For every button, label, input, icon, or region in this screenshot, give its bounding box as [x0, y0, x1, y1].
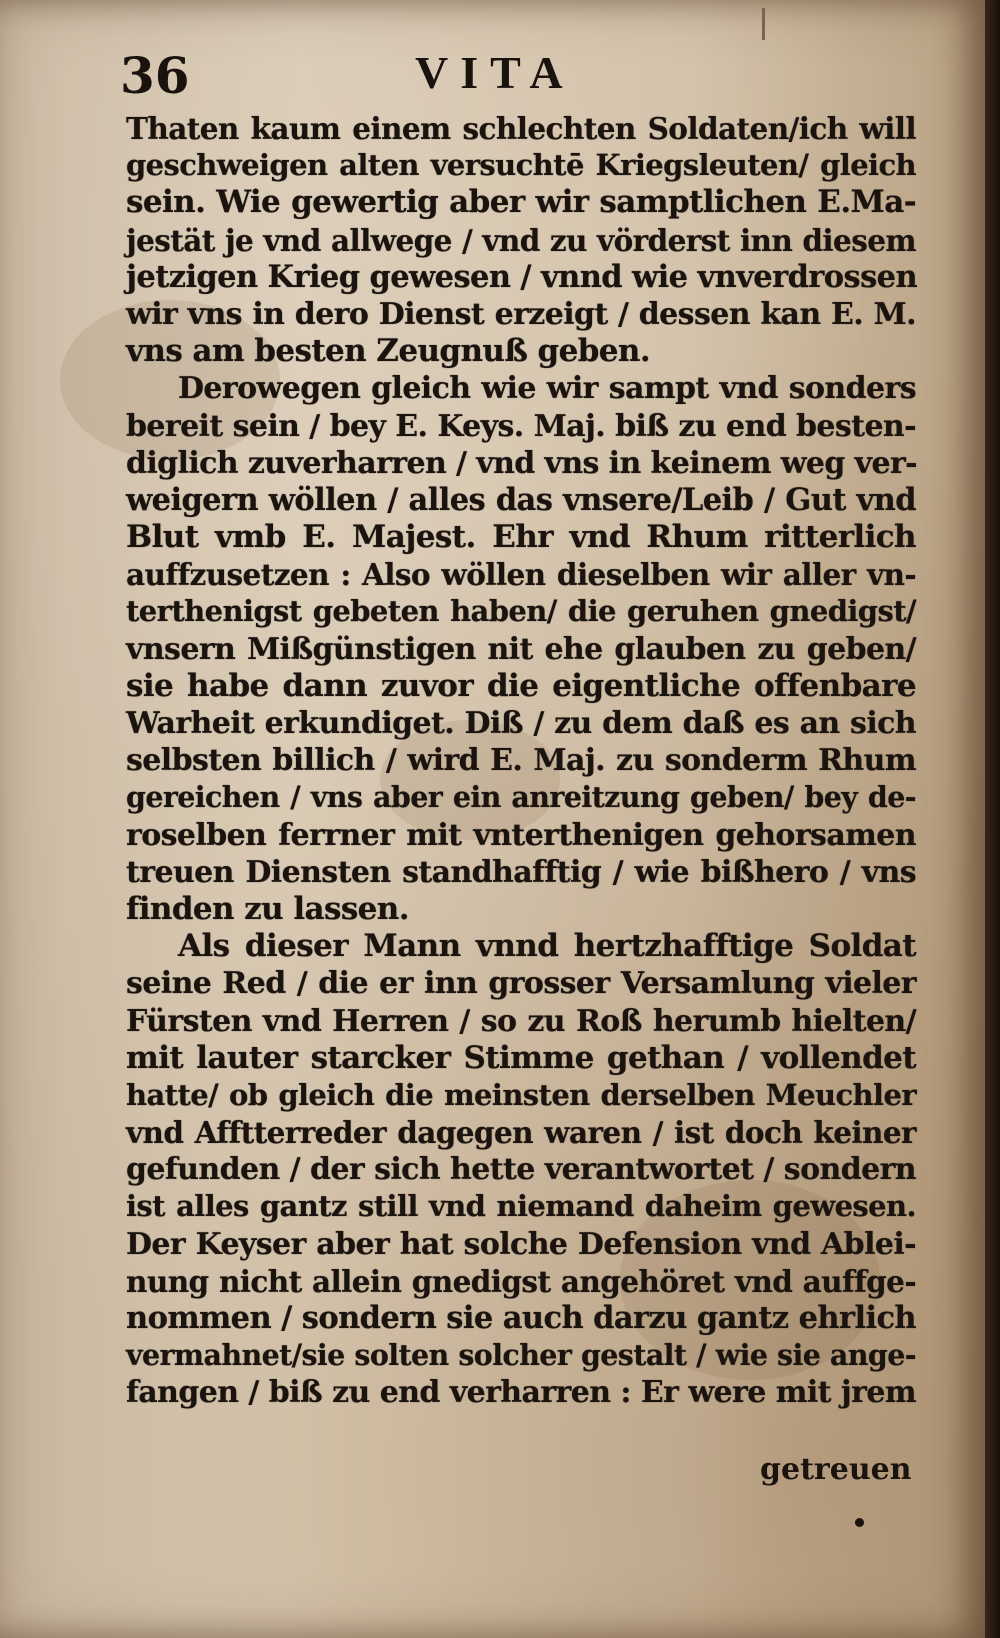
text-line: auffzusetzen : Also wöllen dieselben wir aller vn-: [126, 557, 916, 593]
text-line: nung nicht allein gnedigst angehöret vnd auffge-: [126, 1263, 916, 1299]
text-line: Fürsten vnd Herren / so zu Roß herumb hielten/: [126, 1003, 916, 1039]
text-line: selbsten billich / wird E. Maj. zu sonderm Rhum: [126, 743, 916, 779]
page-mark: [762, 8, 765, 40]
text-line: nommen / sondern sie auch darzu gantz ehrlich: [126, 1300, 916, 1336]
page-header: [120, 46, 900, 106]
text-line: gefunden / der sich hette verantwortet / sondern: [126, 1152, 916, 1188]
text-line: gereichen / vns aber ein anreitzung geben/ bey de-: [126, 780, 916, 815]
text-line: weigern wöllen / alles das vnsere/Leib / Gut vnd: [126, 481, 916, 518]
text-line: mit lauter starcker Stimme gethan / vollendet: [126, 1039, 916, 1076]
text-line: diglich zuverharren / vnd vns in keinem weg ver-: [126, 445, 918, 481]
text-line: finden zu lassen.: [126, 890, 409, 927]
text-line: ist alles gantz still vnd niemand daheim gewesen.: [126, 1189, 916, 1224]
catchword: getreuen: [760, 1452, 912, 1487]
text-line: jetzigen Krieg gewesen / vnnd wie vnverdrossen: [126, 258, 918, 295]
text-line: Warheit erkundiget. Diß / zu dem daß es an sich: [126, 706, 916, 741]
text-line: vermahnet/sie solten solcher gestalt / wie sie ange-: [126, 1338, 916, 1373]
text-line: terthenigst gebeten haben/ die geruhen gnedigst/: [126, 594, 916, 629]
text-line: jestät je vnd allwege / vnd zu vörderst inn diesem: [126, 222, 916, 258]
text-line: seine Red / die er inn grosser Versamlung vieler: [126, 966, 916, 1002]
running-head: VITA: [415, 47, 575, 98]
text-line: Der Keyser aber hat solche Defension vnd Ablei-: [126, 1226, 916, 1262]
text-line: Als dieser Mann vnnd hertzhafftige Soldat: [178, 928, 916, 965]
text-line: Derowegen gleich wie wir sampt vnd sonders: [178, 371, 916, 407]
text-line: wir vns in dero Dienst erzeigt / dessen kan E. M.: [126, 296, 916, 332]
text-line: Thaten kaum einem schlechten Soldaten/ich will: [126, 111, 916, 146]
text-line: roselben ferrner mit vnterthenigen gehorsamen: [126, 817, 916, 853]
text-line: fangen / biß zu end verharren : Er were mit jrem: [126, 1375, 916, 1411]
page-number: 36: [120, 46, 190, 105]
text-line: geschweigen alten versuchtē Kriegsleuten/ gleich: [126, 148, 916, 183]
text-line: vns am besten Zeugnuß geben.: [126, 333, 651, 370]
text-line: vnd Afftterreder dagegen waren / ist doch keiner: [126, 1115, 916, 1151]
text-line: hatte/ ob gleich die meinsten derselben Meuchler: [126, 1077, 916, 1112]
text-line: vnsern Mißgünstigen nit ehe glauben zu geben/: [126, 631, 916, 667]
text-line: sie habe dann zuvor die eigentliche offenbare: [126, 667, 916, 704]
text-line: treuen Diensten standhafftig / wie bißhero / vns: [126, 854, 916, 890]
text-line: sein. Wie gewertig aber wir samptlichen E.Ma-: [126, 184, 916, 221]
book-gutter: [985, 0, 1000, 1638]
ink-dot: [855, 1518, 864, 1527]
text-line: Blut vmb E. Majest. Ehr vnd Rhum ritterlich: [126, 519, 916, 556]
body-text: [126, 110, 916, 1412]
text-line: bereit sein / bey E. Keys. Maj. biß zu end besten-: [126, 408, 916, 444]
